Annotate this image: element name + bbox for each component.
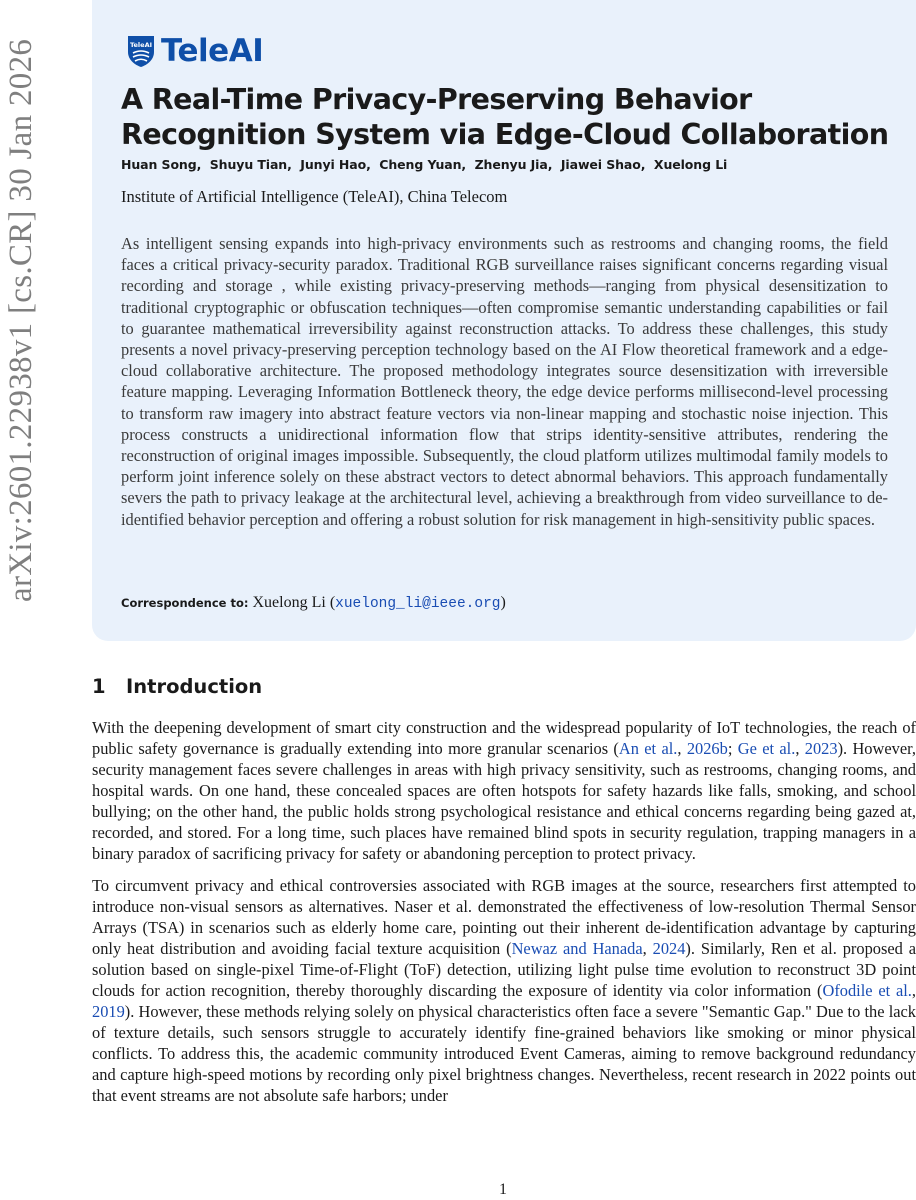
author-name: Xuelong Li	[653, 157, 728, 172]
section-number: 1	[92, 675, 106, 698]
teleai-logo	[125, 33, 263, 69]
section-heading	[92, 675, 262, 698]
author-name: Cheng Yuan	[379, 157, 462, 172]
correspondence-name: Xuelong Li	[252, 594, 326, 611]
citation-link[interactable]: 2026b	[686, 739, 728, 758]
correspondence: Correspondence to: Xuelong Li (xuelong_li@ieee.org)	[121, 594, 506, 612]
abstract: As intelligent sensing expands into high-privacy environments such as restrooms and changing rooms, the field faces a critical privacy-security paradox. Traditional RGB surveillance raises significant concerns regarding visual recording and storage , while existing privacy-preserving methods—ranging from physical desensitization to traditional cryptographic or obfuscation techniques—often compromise semantic understanding capabilities or fail to guarantee mathematical irreversibility against reconstruction attacks. To address these challenges, this study presents a novel privacy-preserving perception technology based on the AI Flow theoretical framework and a edge-cloud collaborative architecture. The proposed methodology integrates source desensitization with irreversible feature mapping. Leveraging Information Bottleneck theory, the edge device performs millisecond-level processing to transform raw imagery into abstract feature vectors via non-linear mapping and stochastic noise injection. This process constructs a unidirectional information flow that strips identity-sensitive attributes, rendering the reconstruction of original images impossible. Subsequently, the cloud platform utilizes multimodal family models to perform joint inference solely on these abstract vectors to detect abnormal behaviors. This approach fundamentally severs the path to privacy leakage at the architectural level, achieving a breakthrough from video surveillance to de-identified behavior perception and offering a robust solution for risk management in high-sensitivity public spaces.	[121, 234, 888, 529]
author-name: Shuyu Tian	[209, 157, 288, 172]
logo-wordmark: TeleAI	[161, 33, 264, 69]
correspondence-email-link[interactable]: xuelong_li@ieee.org	[335, 596, 501, 612]
paper-title: A Real-Time Privacy-Preserving Behavior Recognition System via Edge-Cloud Collaboration	[121, 83, 889, 151]
citation-link[interactable]: Ofodile et al.	[822, 981, 912, 1000]
citation-link[interactable]: 2023	[804, 739, 838, 758]
author-list: Huan Song, Shuyu Tian, Junyi Hao, Cheng Yuan, Zhenyu Jia, Jiawei Shao, Xuelong Li	[121, 157, 728, 172]
citation-link[interactable]: An et al.	[618, 739, 678, 758]
author-name: Zhenyu Jia	[474, 157, 548, 172]
author-name: Huan Song	[121, 157, 197, 172]
citation-link[interactable]: Ge et al.	[737, 739, 796, 758]
correspondence-label: Correspondence to:	[121, 596, 249, 610]
citation-link[interactable]: Newaz and Hanada	[511, 939, 643, 958]
citation-link[interactable]: 2019	[92, 1002, 125, 1021]
page-number: 1	[499, 1181, 507, 1198]
logo-badge-text: TeleAI	[129, 41, 153, 49]
citation-link[interactable]: 2024	[652, 939, 686, 958]
section-title: Introduction	[126, 675, 263, 698]
paragraph: To circumvent privacy and ethical controversies associated with RGB images at the source, researchers first attempted to introduce non-visual sensors as alternatives. Naser et al. demonstrated the effectiveness of low-resolution Thermal Sensor Arrays (TSA) in scenarios such as elderly home care, pointing out their inherent de-identification advantage by capturing only heat distribution and avoiding facial texture acquisition (Newaz and Hanada, 2024). Similarly, Ren et al. proposed a solution based on single-pixel Time-of-Flight (ToF) detection, utilizing light pulse time evolution to reconstruct 3D point clouds for action recognition, thereby thoroughly discarding the exposure of identity via color information (Ofodile et al., 2019). However, these methods relying solely on physical characteristics often face a severe "Semantic Gap." Due to the lack of texture details, such sensors struggle to accurately identify fine-grained behaviors like smoking or minor physical conflicts. To address this, the academic community introduced Event Cameras, aiming to remove background redundancy and capture high-speed motions by recording only pixel brightness changes. Nevertheless, recent research in 2022 points out that event streams are not absolute safe harbors; under	[92, 876, 916, 1105]
body-text	[92, 717, 916, 1117]
shield-icon	[125, 34, 157, 68]
arxiv-identifier: arXiv:2601.22938v1 [cs.CR] 30 Jan 2026	[3, 38, 39, 602]
affiliation: Institute of Artificial Intelligence (TeleAI), China Telecom	[121, 187, 508, 206]
author-name: Junyi Hao	[300, 157, 367, 172]
author-name: Jiawei Shao	[560, 157, 641, 172]
paragraph: With the deepening development of smart city construction and the widespread popularity of IoT technologies, the reach of public safety governance is gradually extending into more granular scenarios (An et al., 2026b; Ge et al., 2023). However, security management faces severe challenges in areas with high privacy sensitivity, such as restrooms, changing rooms, and hospital wards. On one hand, these concealed spaces are often hotspots for safety hazards like falls, smoking, and school bullying; on the other hand, the public holds strong psychological resistance and ethical concerns regarding being gazed at, recorded, and stored. For a long time, such places have remained blind spots in security regulation, trapping managers in a binary paradox of sacrificing privacy for safety or abandoning perception to protect privacy.	[92, 718, 916, 863]
